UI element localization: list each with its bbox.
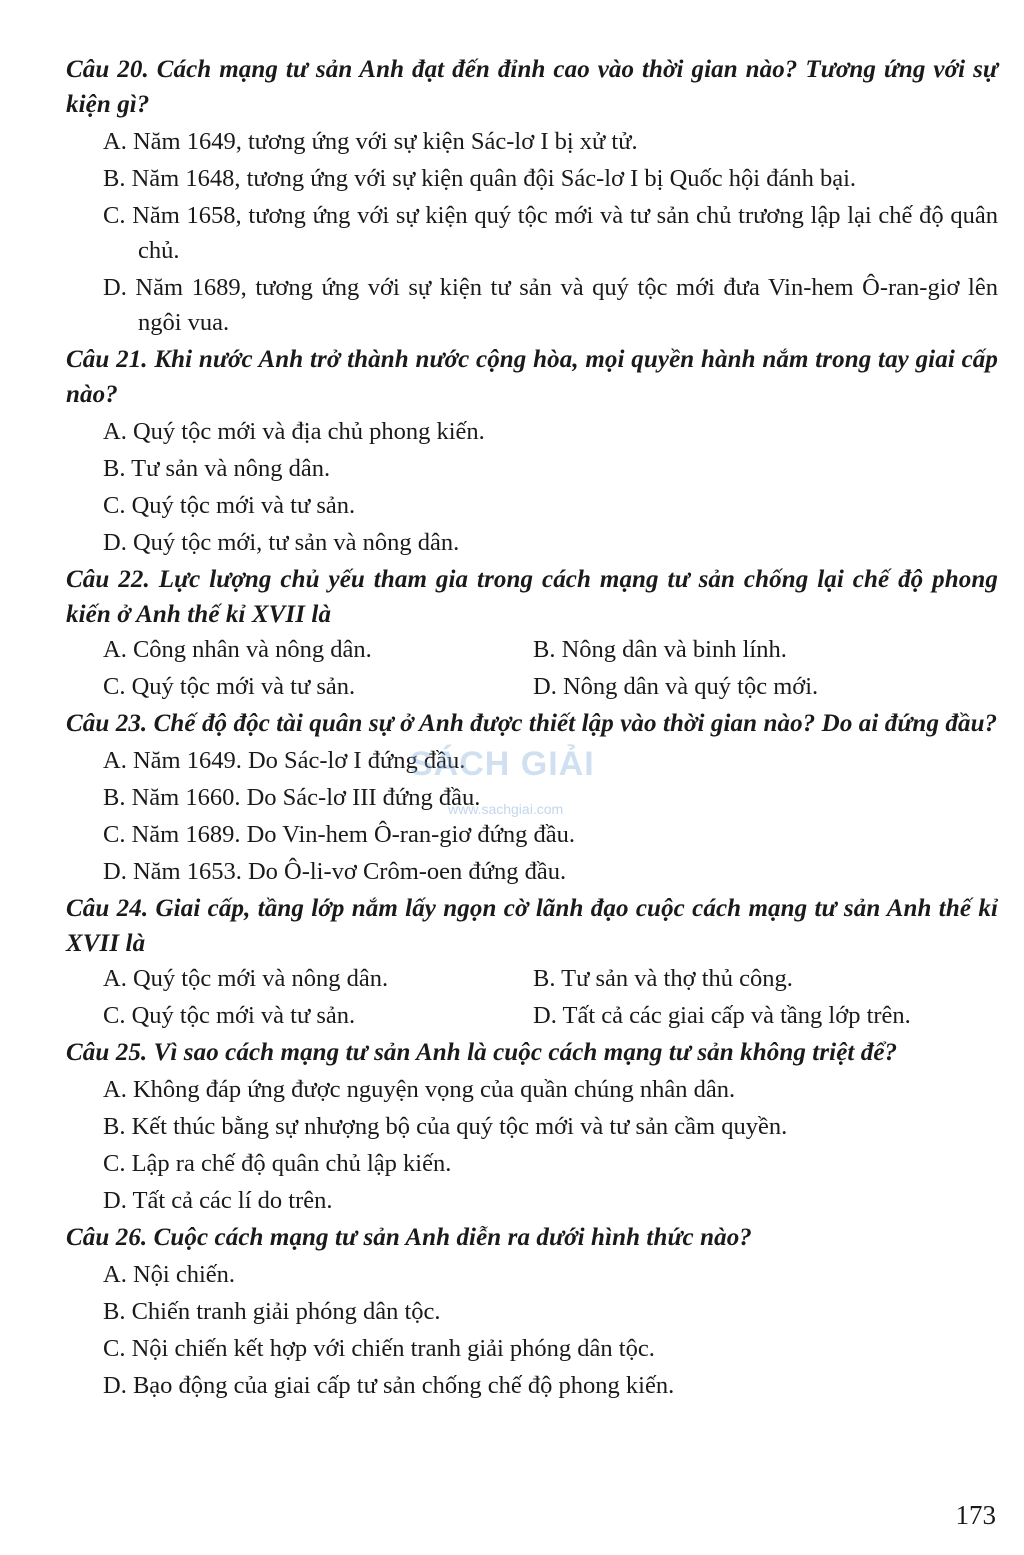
option-a: A. Quý tộc mới và nông dân. <box>103 965 389 992</box>
option-b: B. Tư sản và thợ thủ công. <box>533 965 793 992</box>
option-a: A. Năm 1649, tương ứng với sự kiện Sác-lơ I bị xử tử. <box>103 128 638 155</box>
option-c: C. Quý tộc mới và tư sản. <box>103 492 356 519</box>
question-title: Câu 22. Lực lượng chủ yếu tham gia trong cách mạng tư sản chống lại chế độ phong kiến ở Anh thế kỉ XVII là <box>66 566 998 628</box>
option-d: D. Tất cả các lí do trên. <box>103 1187 333 1214</box>
option-a: A. Công nhân và nông dân. <box>103 636 372 663</box>
option-c: C. Quý tộc mới và tư sản. <box>103 673 356 700</box>
option-d: D. Bạo động của giai cấp tư sản chống chế độ phong kiến. <box>103 1372 675 1399</box>
option-c: C. Nội chiến kết hợp với chiến tranh giải phóng dân tộc. <box>103 1335 655 1362</box>
option-list <box>103 743 998 889</box>
option-c: C. Quý tộc mới và tư sản. <box>103 1002 356 1029</box>
question-21 <box>66 342 998 560</box>
option-list <box>103 1257 998 1403</box>
option-list <box>103 124 998 340</box>
option-list <box>103 414 998 560</box>
option-a: A. Nội chiến. <box>103 1261 235 1288</box>
option-grid <box>103 961 998 1033</box>
option-d: D. Năm 1689, tương ứng với sự kiện tư sản và quý tộc mới đưa Vin-hem Ô-ran-giơ lên ngôi vua. <box>103 274 998 336</box>
option-b: B. Nông dân và binh lính. <box>533 636 787 663</box>
question-20 <box>66 52 998 340</box>
question-title: Câu 21. Khi nước Anh trở thành nước cộng hòa, mọi quyền hành nắm trong tay giai cấp nào? <box>66 346 998 408</box>
question-22 <box>66 562 998 704</box>
question-title: Câu 23. Chế độ độc tài quân sự ở Anh được thiết lập vào thời gian nào? Do ai đứng đầu? <box>66 710 998 737</box>
option-a: A. Quý tộc mới và địa chủ phong kiến. <box>103 418 485 445</box>
option-c: C. Lập ra chế độ quân chủ lập kiến. <box>103 1150 452 1177</box>
question-title: Câu 20. Cách mạng tư sản Anh đạt đến đỉnh cao vào thời gian nào? Tương ứng với sự kiện gì? <box>66 56 998 118</box>
option-b: B. Tư sản và nông dân. <box>103 455 331 482</box>
option-b: B. Kết thúc bằng sự nhượng bộ của quý tộc mới và tư sản cầm quyền. <box>103 1113 788 1140</box>
option-c: C. Năm 1689. Do Vin-hem Ô-ran-giơ đứng đầu. <box>103 821 576 848</box>
option-b: B. Chiến tranh giải phóng dân tộc. <box>103 1298 441 1325</box>
question-title: Câu 25. Vì sao cách mạng tư sản Anh là cuộc cách mạng tư sản không triệt để? <box>66 1039 898 1066</box>
option-d: D. Nông dân và quý tộc mới. <box>533 673 819 700</box>
question-24 <box>66 891 998 1033</box>
watermark-text: SÁCH GIẢI <box>410 745 595 783</box>
option-a: A. Không đáp ứng được nguyện vọng của quần chúng nhân dân. <box>103 1076 736 1103</box>
option-d: D. Tất cả các giai cấp và tầng lớp trên. <box>533 1002 911 1029</box>
question-list <box>66 52 998 1403</box>
page-number: 173 <box>955 1500 996 1530</box>
option-list <box>103 1072 998 1218</box>
option-c: C. Năm 1658, tương ứng với sự kiện quý tộc mới và tư sản chủ trương lập lại chế độ quân chủ. <box>103 202 998 264</box>
option-b: B. Năm 1648, tương ứng với sự kiện quân đội Sác-lơ I bị Quốc hội đánh bại. <box>103 165 857 192</box>
question-title: Câu 24. Giai cấp, tầng lớp nắm lấy ngọn cờ lãnh đạo cuộc cách mạng tư sản Anh thế kỉ XVII là <box>66 895 998 957</box>
question-title: Câu 26. Cuộc cách mạng tư sản Anh diễn ra dưới hình thức nào? <box>66 1224 752 1251</box>
question-25 <box>66 1035 998 1218</box>
question-26 <box>66 1220 998 1403</box>
option-b: B. Năm 1660. Do Sác-lơ III đứng đầu. <box>103 784 481 811</box>
option-d: D. Quý tộc mới, tư sản và nông dân. <box>103 529 460 556</box>
option-grid <box>103 632 998 704</box>
watermark-url: www.sachgiai.com <box>448 801 564 817</box>
option-a: A. Năm 1649. Do Sác-lơ I đứng đầu. <box>103 747 466 774</box>
option-d: D. Năm 1653. Do Ô-li-vơ Crôm-oen đứng đầu. <box>103 858 567 885</box>
question-23 <box>66 706 998 889</box>
